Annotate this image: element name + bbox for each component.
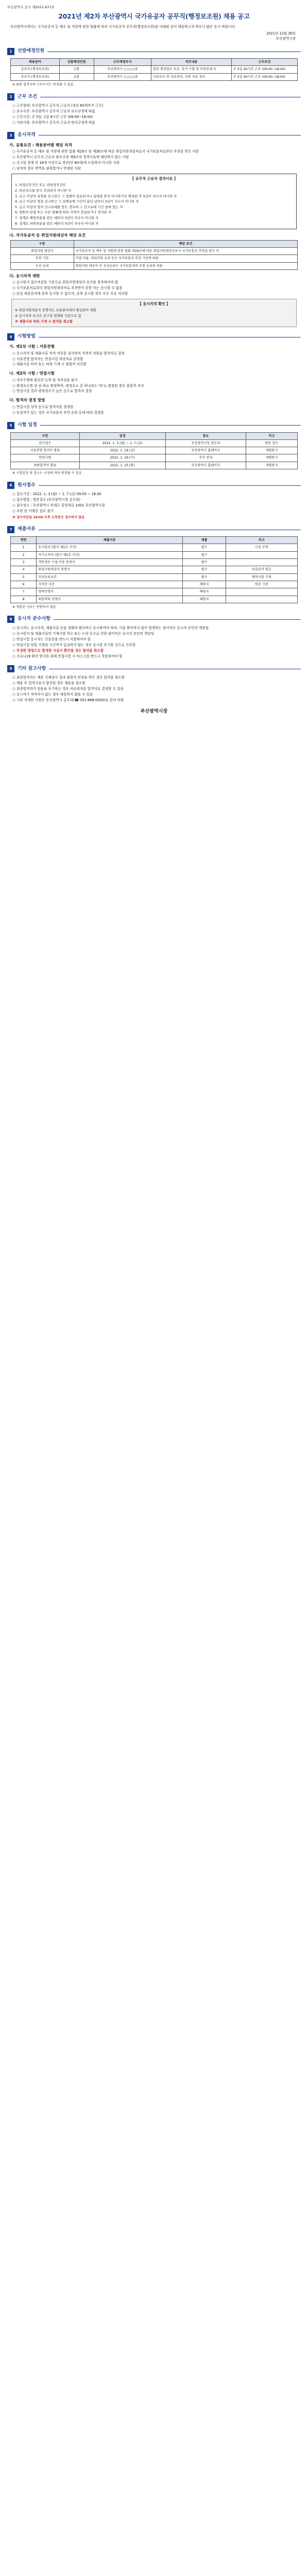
list-item: ○ 면접시험 성적 순으로 합격자를 결정함 (12, 404, 74, 409)
document-number: 부산광역시 공고 제2021-871호 (7, 5, 55, 9)
eligibility-check-box (11, 299, 297, 327)
table-row (11, 596, 298, 603)
documents-table-wrap (10, 536, 298, 603)
list-item: ○ 서류전형 합격자는 면접시험 대상자로 결정함 (12, 357, 83, 361)
table-cell: 해당자 (183, 588, 226, 596)
announcement-date-block (7, 31, 296, 42)
table-cell: 7 (11, 588, 37, 596)
table-header: 채용분야 (11, 59, 60, 66)
table-header: 구분 (11, 240, 74, 247)
announcement-page (0, 0, 308, 723)
list-item: 3. 금고 이상의 실형을 선고받고 그 집행이 종료되거나 집행을 받지 아니하기로 확정된 후 5년이 지나지 아니한 자 (15, 194, 177, 198)
table-cell: 원본 지참 (226, 581, 297, 588)
subsection-title: 나. 제2차 시험 : 면접시험 (9, 371, 55, 376)
table-cell: 일반 행정업무 보조, 문서 수발 및 민원응대 등 (151, 66, 231, 73)
list-item: ○ 코로나19 확산 방지를 위해 면접시험 시 마스크를 반드시 착용하여야 함 (12, 654, 123, 658)
list-item: ○ 부산광역시 공무직 근로자 관리규정 제9조의 결격사유에 해당하지 않는 사람 (12, 155, 129, 160)
table-cell: 개인정보 수집·이용 동의서 (37, 559, 183, 566)
list-item: ○ 면접시험 결과 평정점수가 높은 순으로 합격자 결정 (12, 389, 92, 394)
table-cell: 추후 안내 (165, 454, 246, 462)
subsection-title: 가. 공통요건 : 채용분야별 해당 자격 (9, 142, 72, 147)
table-cell: 공무직 (행정보조원) (11, 66, 60, 73)
list-item: ○ 응시자격 및 제출서류 적격 여부를 심사하여 적격자 전원을 합격자로 결정 (12, 351, 125, 355)
schedule-table-wrap (10, 432, 298, 469)
list-item: ○ 기타사항: 부산광역시 공무직 근로자 관리규정에 따름 (12, 121, 95, 125)
list-item: ○ 접수기간 : 2022. 1. 3.(월) ~ 1. 7.(금) 09:00 ~ 18:00 (12, 492, 101, 497)
list-item: ○ 보수수준: 부산광역시 공무직 근로자 보수규정에 따름 (12, 109, 95, 114)
section-number: 8 (7, 616, 14, 623)
section-number: 9 (7, 665, 14, 672)
table-cell: 2022. 1. 3.(월) ~ 1. 7.(금) (79, 439, 165, 447)
table-cell: 면접시험 (11, 454, 80, 462)
section-note: ※ 최종 합격자의 근무부서는 변경될 수 있음 (12, 83, 74, 87)
section-2-header (7, 93, 301, 100)
subsection-title: 나. 국가유공자 등 취업지원대상자 해당 요건 (9, 233, 86, 238)
table-cell: 해당자 (183, 596, 226, 603)
recruitment-table (10, 58, 298, 81)
list-item: ○ 응시자가 적격자가 없는 경우 채용하지 않을 수 있음 (12, 692, 93, 697)
section-number: 4 (7, 333, 14, 341)
table-row (11, 462, 298, 469)
list-item: ○ 접수장소 : 부산광역시 연제구 중앙대로 1001 부산광역시청 (12, 503, 105, 508)
table-cell: 1명 (59, 73, 94, 80)
list-item: ○ 면접시험 응시자는 신분증을 반드시 지참하여야 함 (12, 637, 91, 641)
section-title: 응시자격 (18, 132, 36, 138)
section-1-table-wrap (10, 58, 298, 81)
table-cell: 부산광역시 홈페이지 (165, 462, 246, 469)
table-cell: 경력증명서 (37, 588, 183, 596)
list-item: ○ 최종합격자가 임용을 포기하는 경우 차순위자를 합격자로 결정할 수 있음 (12, 687, 124, 691)
table-cell: 5 (11, 573, 37, 581)
schedule-table (10, 432, 298, 469)
list-item: ○ 공고일 현재 만 18세 이상으로 정년(만 60세)에 도달하지 아니한 사람 (12, 161, 119, 165)
table-cell: 병역사항 기재 (226, 573, 297, 581)
list-item: ○ 제출서류 미비 또는 허위 기재 시 불합격 처리함 (12, 362, 87, 367)
table-cell (226, 559, 297, 566)
table-cell: 응시원서 (별지 제1호 서식) (37, 544, 183, 551)
table-row (11, 447, 298, 454)
section-number: 3 (7, 132, 14, 139)
table-row (11, 255, 298, 262)
list-item: ○ 근무형태: 부산광역시 공무직 근로자 (정년 60세까지 근무) (12, 104, 104, 108)
table-header: 직무내용 (151, 59, 231, 66)
table-header: 장소 (165, 432, 246, 439)
list-item: ○ 응시자는 응시자격, 제출서류 등을 정확히 확인하고 응시하여야 하며, 이를 확인하지 않아 발생하는 불이익은 응시자 본인의 책임임 (12, 626, 209, 631)
table-cell: 부산광역시 ○○○○과 (94, 73, 151, 80)
table-cell: 부산광역시청 총무과 (165, 439, 246, 447)
list-item: 4. 금고 이상의 형을 선고받고 그 집행유예 기간이 끝난 날부터 2년이 지나지 아니한 자 (15, 199, 139, 204)
table-cell: 6 (11, 581, 37, 588)
section-title: 원서접수 (18, 482, 36, 488)
section-divider (39, 485, 301, 486)
footer-issuing-org: 부산광역시장 (140, 708, 168, 714)
table-row (11, 544, 298, 551)
list-item: ※ 제출서류 허위 기재 시 합격을 취소함 (15, 319, 73, 324)
table-row (11, 73, 298, 80)
section-title: 시험 일정 (18, 422, 37, 428)
list-item: 8. 징계로 파면처분을 받은 때부터 5년이 지나지 아니한 자 (15, 221, 99, 226)
table-header: 제출서류 (37, 537, 183, 544)
list-item: ○ 채용 후 결격사유가 발견된 경우 채용을 취소함 (12, 681, 85, 686)
table-cell: 주 5일 40시간 근무 (09:00~18:00) (231, 73, 297, 80)
list-item: 6. 법원의 판결 또는 다른 법률에 따라 자격이 상실되거나 정지된 자 (15, 210, 111, 215)
documents-table (10, 536, 298, 603)
list-item: ○ 우편 및 이메일 접수 불가 (12, 509, 54, 513)
table-cell: 필수 (183, 566, 226, 573)
section-8-header (7, 616, 301, 623)
eligibility-table-wrap (10, 240, 298, 270)
table-cell: 보훈관서 발급 (226, 566, 297, 573)
section-number: 2 (7, 93, 14, 100)
table-row (11, 262, 298, 269)
table-cell (226, 596, 297, 603)
section-6-header (7, 482, 301, 489)
table-cell: 2022. 1. 25.(화) (79, 462, 165, 469)
section-number: 7 (7, 526, 14, 533)
table-row (11, 454, 298, 462)
section-title: 시험방법 (18, 334, 36, 340)
list-item: ○ 남자의 경우 병역을 필하였거나 면제된 사람 (12, 166, 81, 171)
table-cell: 2022. 1. 14.(금) (79, 447, 165, 454)
list-item: 2. 파산선고를 받고 복권되지 아니한 자 (15, 188, 71, 193)
table-header: 구분 (11, 432, 80, 439)
list-item: ○ 동점자가 있는 경우 국가보훈처 추천 순위 등에 따라 결정함 (12, 410, 104, 415)
table-header: 선발예정인원 (59, 59, 94, 66)
table-cell: 추천 기준 (11, 255, 74, 262)
list-item: ○ 동일 채용분야에 중복 응시할 수 없으며, 중복 응시할 경우 모두 무효 처리함 (12, 292, 128, 296)
table-row (11, 551, 298, 558)
table-row (11, 588, 298, 596)
section-title: 응시자 준수사항 (18, 616, 50, 622)
table-cell: 필수 (183, 544, 226, 551)
table-cell: 4 (11, 566, 37, 573)
table-cell: 방문 접수 (246, 439, 297, 447)
table-header: 비고 (246, 432, 297, 439)
section-title: 근무 조건 (18, 94, 37, 99)
table-cell: 개별통지 (246, 454, 297, 462)
box-title: 【 공무직 근로자 결격사유 】 (130, 176, 178, 181)
table-cell: 공무직 (행정보조원) (11, 73, 60, 80)
subsection-title: 다. 합격자 결정 방법 (9, 398, 45, 403)
table-cell: 1명 (59, 66, 94, 73)
table-header: 비고 (226, 537, 297, 544)
table-cell: 해당자 (183, 581, 226, 588)
table-cell: 8 (11, 596, 37, 603)
table-cell: 3 (11, 559, 37, 566)
list-item: 7. 징계로 해임처분을 받은 때부터 3년이 지나지 아니한 자 (15, 216, 99, 221)
disqualification-box (11, 174, 297, 229)
table-row (11, 66, 298, 73)
section-9-header (7, 665, 301, 672)
table-row (11, 247, 298, 255)
list-item: ○ 직무수행에 필요한 능력 및 적격성을 평가 (12, 378, 78, 382)
table-cell: 필수 (183, 551, 226, 558)
table-cell: 필수 (183, 559, 226, 566)
section-divider (54, 619, 301, 620)
section-divider (40, 425, 301, 426)
section-3-header (7, 132, 301, 139)
section-title: 제출서류 (18, 527, 36, 532)
list-item: ※ 응시자격 요건은 공고일 현재를 기준으로 함 (15, 314, 81, 318)
table-cell: 최종학력 증명서 (37, 596, 183, 603)
table-cell: 2022. 1. 19.(수) (79, 454, 165, 462)
list-item: ○ 평정요소별 상·중·하로 평정하며, 평정요소 중 하나라도 '하'로 평정된 경우 불합격 처리 (12, 383, 144, 388)
issuing-org: 부산광역시장 (276, 37, 296, 41)
table-cell: 취업지원 대상자 (11, 247, 74, 255)
table-row (11, 559, 298, 566)
table-header: 근무조건 (231, 59, 297, 66)
section-number: 1 (7, 48, 14, 55)
box-title: 【 응시자격 확인 】 (138, 301, 170, 306)
section-note: ※ 제출된 서류는 반환하지 않음 (12, 605, 56, 609)
table-row (11, 581, 298, 588)
table-cell: 필수 (183, 573, 226, 581)
table-cell: 1 (11, 544, 37, 551)
table-cell: 취업지원대상자 증명서 (37, 566, 183, 573)
list-item: ○ 접수방법 : 방문접수 (부산광역시청 총무과) (12, 498, 80, 502)
list-item: ○ 응시원서 및 제출서류의 기재사항 착오 또는 누락 등으로 인한 불이익은 응시자 본인의 책임임 (12, 632, 155, 636)
table-cell: 가점 비율, 취업지원 순위 등은 국가보훈처 추천 기준에 따름 (74, 255, 297, 262)
table-cell: 부산광역시 ○○○○과 (94, 66, 151, 73)
section-title: 선발예정인원 (18, 48, 45, 54)
list-item: ○ 기타 자세한 사항은 부산광역시 총무과(☎ 051-888-0000)로 문의 바람 (12, 698, 124, 703)
section-7-header (7, 526, 301, 533)
table-cell: 개별통지 (246, 447, 297, 454)
table-header: 연번 (11, 537, 37, 544)
list-item: 5. 금고 이상의 형의 선고유예를 받은 경우에 그 선고유예 기간 중에 있는 자 (15, 205, 123, 209)
table-row (11, 439, 298, 447)
table-header: 일정 (79, 432, 165, 439)
table-cell: 국가유공자 등 예우 및 지원에 관한 법률 제29조에 따른 취업지원대상자로서 국가보훈처 추천을 받은 자 (74, 247, 297, 255)
list-item: ※ 취업지원대상자 증명서는 보훈관서에서 발급받아 제출 (15, 308, 96, 313)
table-cell: 서류전형 합격자 발표 (11, 447, 80, 454)
table-cell: 취업지원 대상자 간 우선순위는 국가보훈처의 추천 순위를 따름 (74, 262, 297, 269)
list-item: ○ 근무시간: 주 5일, 1일 8시간 근무 (09:00~18:00) (12, 115, 93, 120)
list-item: ○ 부정한 방법으로 합격한 사실이 확인될 경우 합격을 취소함 (12, 648, 104, 653)
table-cell: 사무보조 및 자료정리, 각종 서류 정리 (151, 73, 231, 80)
table-cell: 사진 부착 (226, 544, 297, 551)
table-cell: 주민등록초본 (37, 573, 183, 581)
deadline-alert: ※ 접수마감일 18:00 이후 도착분은 접수하지 않음 (12, 515, 85, 519)
section-note: ※ 시험일정 및 장소는 사정에 따라 변경될 수 있음 (12, 471, 82, 475)
page-title: 2021년 제2차 부산광역시 국가유공자 공무직(행정보조원) 채용 공고 (58, 12, 250, 20)
table-header: 근무예정부서 (94, 59, 151, 66)
section-number: 5 (7, 422, 14, 429)
list-item: ○ 면접시험 당일 지정된 시간까지 입실하지 않는 경우 응시를 포기한 것으로 간주함 (12, 642, 136, 647)
table-cell: 주 5일 40시간 근무 (09:00~18:00) (231, 66, 297, 73)
subsection-title: 다. 응시자격 제한 (9, 273, 40, 278)
table-cell: 자격증 사본 (37, 581, 183, 588)
intro-text: 부산광역시에서는 국가유공자 등 예우 및 지원에 관한 법률에 따라 국가유공자 공무직(행정보조원)을 아래와 같이 채용하고자 하오니 많은 응시 바랍니다. (10, 24, 236, 29)
section-5-header (7, 422, 301, 429)
subsection-title: 가. 제1차 시험 : 서류전형 (9, 344, 55, 349)
table-row (11, 573, 298, 581)
table-cell: 우선 순위 (11, 262, 74, 269)
list-item: ○ 국가보훈처로부터 취업지원대상자로 추천받지 못한 자는 응시할 수 없음 (12, 286, 123, 291)
list-item: 1. 피성년후견인 또는 피한정후견인 (15, 183, 66, 188)
table-cell: 개별통지 (246, 462, 297, 469)
table-cell: 원서접수 (11, 439, 80, 447)
eligibility-table (10, 240, 298, 270)
list-item: ○ 응시원서 접수마감일 기준으로 취업지원대상자 요건을 충족하여야 함 (12, 280, 118, 285)
table-cell: 자기소개서 (별지 제2호 서식) (37, 551, 183, 558)
table-header: 제출 (183, 537, 226, 544)
section-4-header (7, 333, 301, 341)
list-item: ○ 최종합격자는 채용 신체검사 결과 불합격 판정을 받은 경우 합격을 취소함 (12, 675, 125, 680)
table-row (11, 566, 298, 573)
table-cell (226, 588, 297, 596)
section-title: 기타 참고사항 (18, 666, 46, 671)
list-item: ○ 국가유공자 등 예우 및 지원에 관한 법률 제29조 및 제30조에 따른 취업지원대상자로서 국가보훈처로부터 추천을 받은 사람 (12, 149, 199, 154)
section-1-header (7, 48, 301, 55)
table-cell (226, 551, 297, 558)
table-header: 해당 요건 (74, 240, 297, 247)
announcement-date: 2021년 12월 30일 (266, 31, 296, 36)
table-cell: 최종합격자 발표 (11, 462, 80, 469)
section-number: 6 (7, 482, 14, 489)
table-cell: 부산광역시 홈페이지 (165, 447, 246, 454)
table-cell: 2 (11, 551, 37, 558)
